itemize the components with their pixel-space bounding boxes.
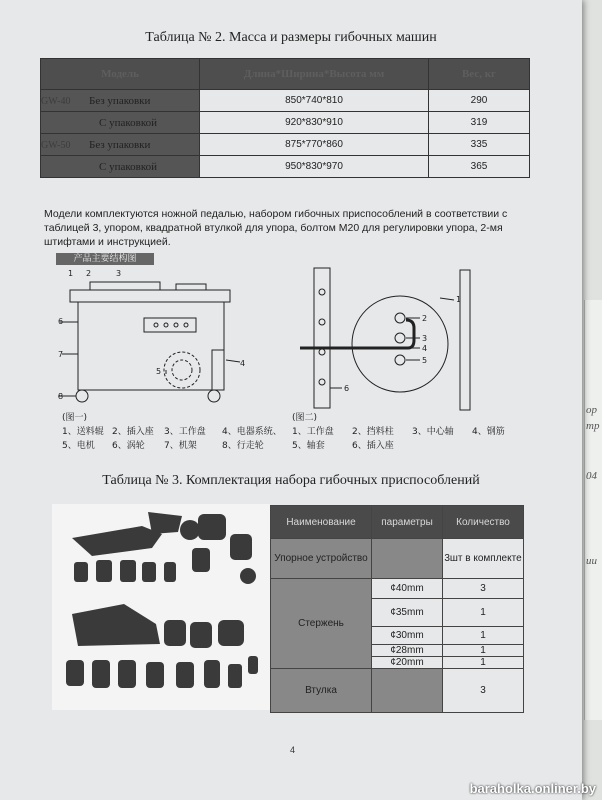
table2-weight-cell: 335 [429,134,530,156]
table-row [41,134,530,156]
fig2-callout-5: 5 [422,356,428,365]
bushing [395,355,405,365]
table3-param-cell: ¢35mm [372,599,443,627]
table2-header-dims: Длина*Ширина*Высота мм [200,59,429,90]
table2-dims-cell: 920*830*910 [200,112,429,134]
table3-param-cell: ¢40mm [372,579,443,599]
table3-header-params: параметры [372,506,443,539]
fig2-callout-3: 3 [422,334,428,343]
legend-item: 8、行走轮 [222,441,264,451]
table-row [271,579,524,599]
legend-item: 1、送料辊 [62,427,104,437]
legend-item: 6、插入座 [352,441,394,451]
table-row [41,156,530,178]
table3-name-cell: Втулка [271,669,372,713]
machine-top-plate [70,290,230,302]
table2-pack-cell: С упаковкой [99,160,158,173]
table3-name-cell: Стержень [271,579,372,669]
table2-pack-cell: С упаковкой [99,116,158,129]
legend-item: 2、插入座 [112,427,154,437]
table3-title: Таблица № 3. Комплектация набора гибочных приспособлений [102,473,480,488]
stop-pin [395,313,405,323]
table2-weight-cell: 365 [429,156,530,178]
table3-qty-cell: 1 [443,627,524,645]
legend-item: 3、中心轴 [412,427,454,437]
table3-param-cell: ¢28mm [372,645,443,657]
figure2-disc-drawing [290,262,490,412]
table2-pack-cell: Без упаковки [89,138,151,151]
table3-qty-cell: 1 [443,657,524,669]
table2-title: Таблица № 2. Масса и размеры гибочных машин [145,30,437,45]
fig1-callout-8: 8 [58,392,64,401]
watermark: baraholka.onliner.by [469,781,596,796]
legend-item: 4、电器系统、 [222,427,282,437]
table2-model-cell: GW-50 [41,139,71,151]
figure2-label: (图二) [292,413,318,423]
table2-weight-cell: 290 [429,90,530,112]
motor [164,352,200,388]
table3-param-cell: ¢30mm [372,627,443,645]
feed-roller [90,282,160,290]
fig1-callout-1: 1 [68,269,74,278]
legend-item: 5、轴套 [292,441,325,451]
table2-header-model: Модель [41,59,200,90]
legend-item: 2、挡料柱 [352,427,394,437]
description-paragraph: Модели комплектуются ножной педалью, набором гибочных приспособлений в соответствии с таблицей 3, упором, квадратной втулкой для упора, болтом М20 для регулировки упора, 2-мя штифтами и инструкцией. [44,208,508,248]
table2-model-cell: GW-40 [41,95,71,107]
table3-qty-cell: 3 [443,669,524,713]
strip-text-1: ор [586,404,597,416]
adjacent-sheet [584,300,602,720]
legend-item: 3、工作盘 [164,427,206,437]
fig1-callout-6: 6 [58,317,64,326]
table3-qty-cell: 1 [443,645,524,657]
legend-item: 6、涡轮 [112,441,145,451]
table3-qty-cell: 3шт в комплекте [443,539,524,579]
table2-dims-cell: 875*770*860 [200,134,429,156]
legend-item: 7、机架 [164,441,197,451]
table3-param-cell: ¢20mm [372,657,443,669]
table3-header-name: Наименование [271,506,372,539]
fig2-callout-1: 1 [456,295,462,304]
figure1-label: (图一) [62,413,88,423]
table2-dims-cell: 850*740*810 [200,90,429,112]
table3 [270,505,524,713]
fig1-callout-3: 3 [116,269,122,278]
strip-text-4: ии [586,555,597,567]
legend-item: 4、钢筋 [472,427,505,437]
table-row [41,112,530,134]
table2-header-weight: Вес, кг [429,59,530,90]
legend-item: 5、电机 [62,441,95,451]
figure2-legend [292,411,505,453]
strip-text-3: 04 [586,470,597,482]
work-disc [352,296,448,392]
table3-header-qty: Количество [443,506,524,539]
fig1-callout-4: 4 [240,359,246,368]
table2-dims-cell: 950*830*970 [200,156,429,178]
fig1-callout-5: 5 [156,367,162,376]
fig2-callout-2: 2 [422,314,428,323]
figure1-machine-drawing [56,266,256,412]
center-shaft [395,333,405,343]
work-disc-top [176,284,206,290]
tools-photo [52,504,270,710]
page-number: 4 [290,745,296,755]
legend-item: 1、工作盘 [292,427,334,437]
wheel-left [76,390,88,402]
table2 [40,58,530,178]
table2-weight-cell: 319 [429,112,530,134]
table3-qty-cell: 1 [443,599,524,627]
table-row [271,669,524,713]
fig2-callout-4: 4 [422,344,428,353]
figure1-legend [62,411,282,453]
diagram-title: 产品主要结构图 [56,253,154,265]
table-row [41,90,530,112]
strip-text-2: тр [586,420,600,432]
wheel-right [208,390,220,402]
machine-frame [78,302,224,390]
fig1-callout-7: 7 [58,350,64,359]
fig1-callout-2: 2 [86,269,92,278]
table-row [271,539,524,579]
adjacent-page-strip [582,0,602,800]
table3-name-cell: Упорное устройство [271,539,372,579]
fig2-callout-6: 6 [344,384,350,393]
table3-qty-cell: 3 [443,579,524,599]
table2-pack-cell: Без упаковки [89,94,151,107]
